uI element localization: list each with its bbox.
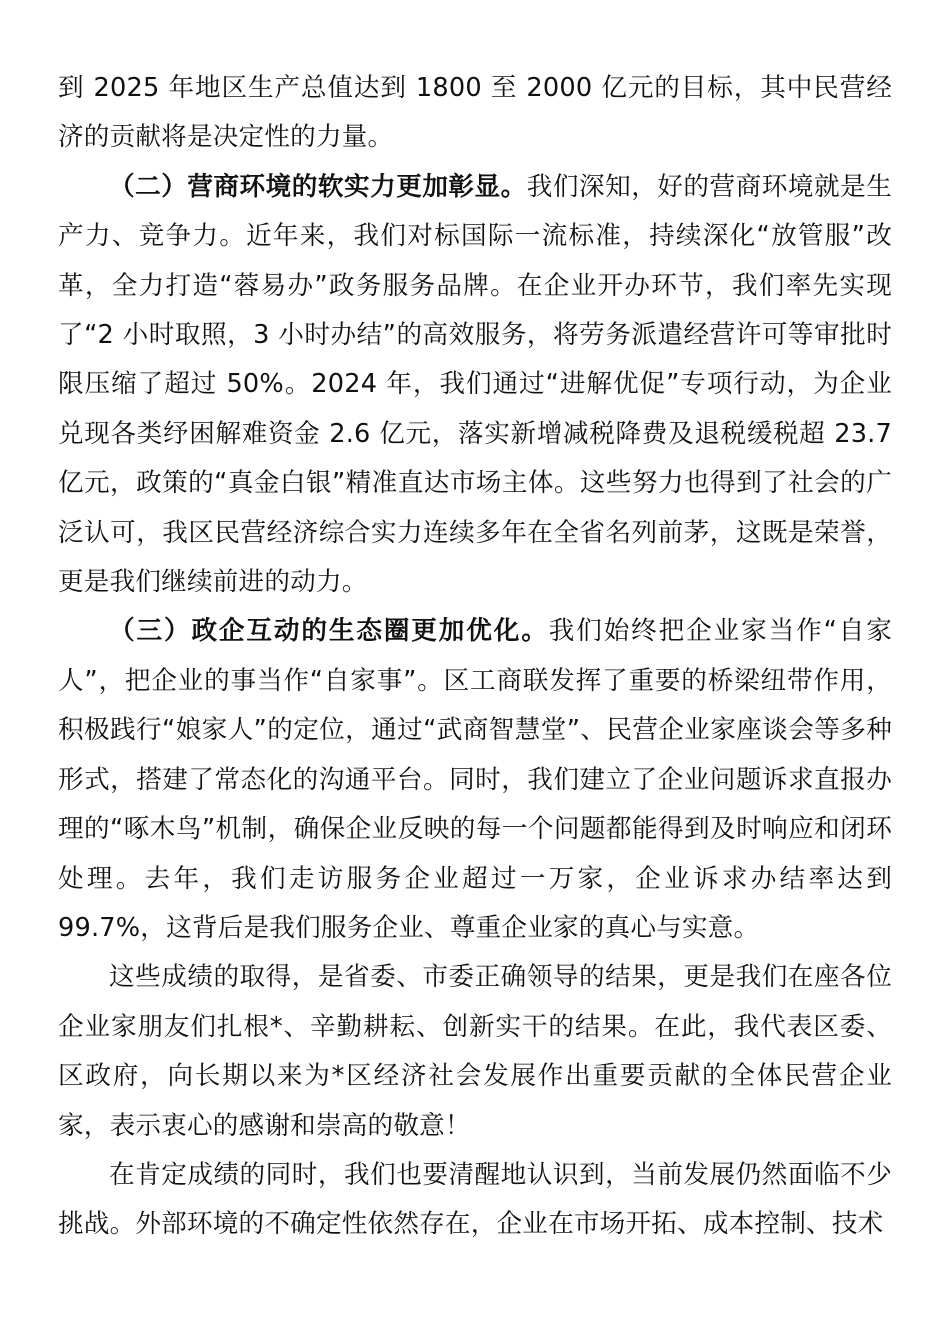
paragraph-text: 到 2025 年地区生产总值达到 1800 至 2000 亿元的目标，其中民营经济的贡献将是决定性的力量。 — [58, 73, 892, 153]
paragraph-challenges — [58, 1151, 892, 1250]
paragraph-text: 在肯定成绩的同时，我们也要清醒地认识到，当前发展仍然面临不少挑战。外部环境的不确定性依然存在，企业在市场开拓、成本控制、技术 — [58, 1159, 892, 1240]
paragraph-text: 我们始终把企业家当作“自家人”，把企业的事当作“自家事”。区工商联发挥了重要的桥梁纽带作用，积极践行“娘家人”的定位，通过“武商智慧堂”、民营企业家座谈会等多种形式，搭建了常态化的沟通平台。同时，我们建立了企业问题诉求直报办理的“啄木鸟”机制，确保企业反映的每一个问题都能得到及时响应和闭环处理。去年，我们走访服务企业超过一万家，企业诉求办结率达到 99.7%，这背后是我们服务企业、尊重企业家的真心与实意。 — [58, 616, 892, 943]
section-heading-3: （三）政企互动的生态圈更加优化。 — [109, 616, 549, 647]
paragraph-business-environment — [58, 163, 892, 608]
document-page — [58, 64, 892, 1250]
paragraph-acknowledgement — [58, 953, 892, 1151]
paragraph-continuation — [58, 64, 892, 163]
section-heading-2: （二）营商环境的软实力更加彰显。 — [109, 171, 527, 202]
paragraph-text: 这些成绩的取得，是省委、市委正确领导的结果，更是我们在座各位企业家朋友们扎根*、辛勤耕耘、创新实干的结果。在此，我代表区委、区政府，向长期以来为*区经济社会发展作出重要贡献的全体民营企业家，表示衷心的感谢和崇高的敬意！ — [58, 962, 892, 1141]
paragraph-government-enterprise — [58, 607, 892, 953]
paragraph-text: 我们深知，好的营商环境就是生产力、竞争力。近年来，我们对标国际一流标准，持续深化“放管服”改革，全力打造“蓉易办”政务服务品牌。在企业开办环节，我们率先实现了“2 小时取照，3 小时办结”的高效服务，将劳务派遣经营许可等审批时限压缩了超过 50%。2024 年，我们通过“进解优促”专项行动，为企业兑现各类纾困解难资金 2.6 亿元，落实新增减税降费及退税缓税超 23.7 亿元，政策的“真金白银”精准直达市场主体。这些努力也得到了社会的广泛认可，我区民营经济综合实力连续多年在全省名列前茅，这既是荣誉，更是我们继续前进的动力。 — [58, 171, 892, 598]
